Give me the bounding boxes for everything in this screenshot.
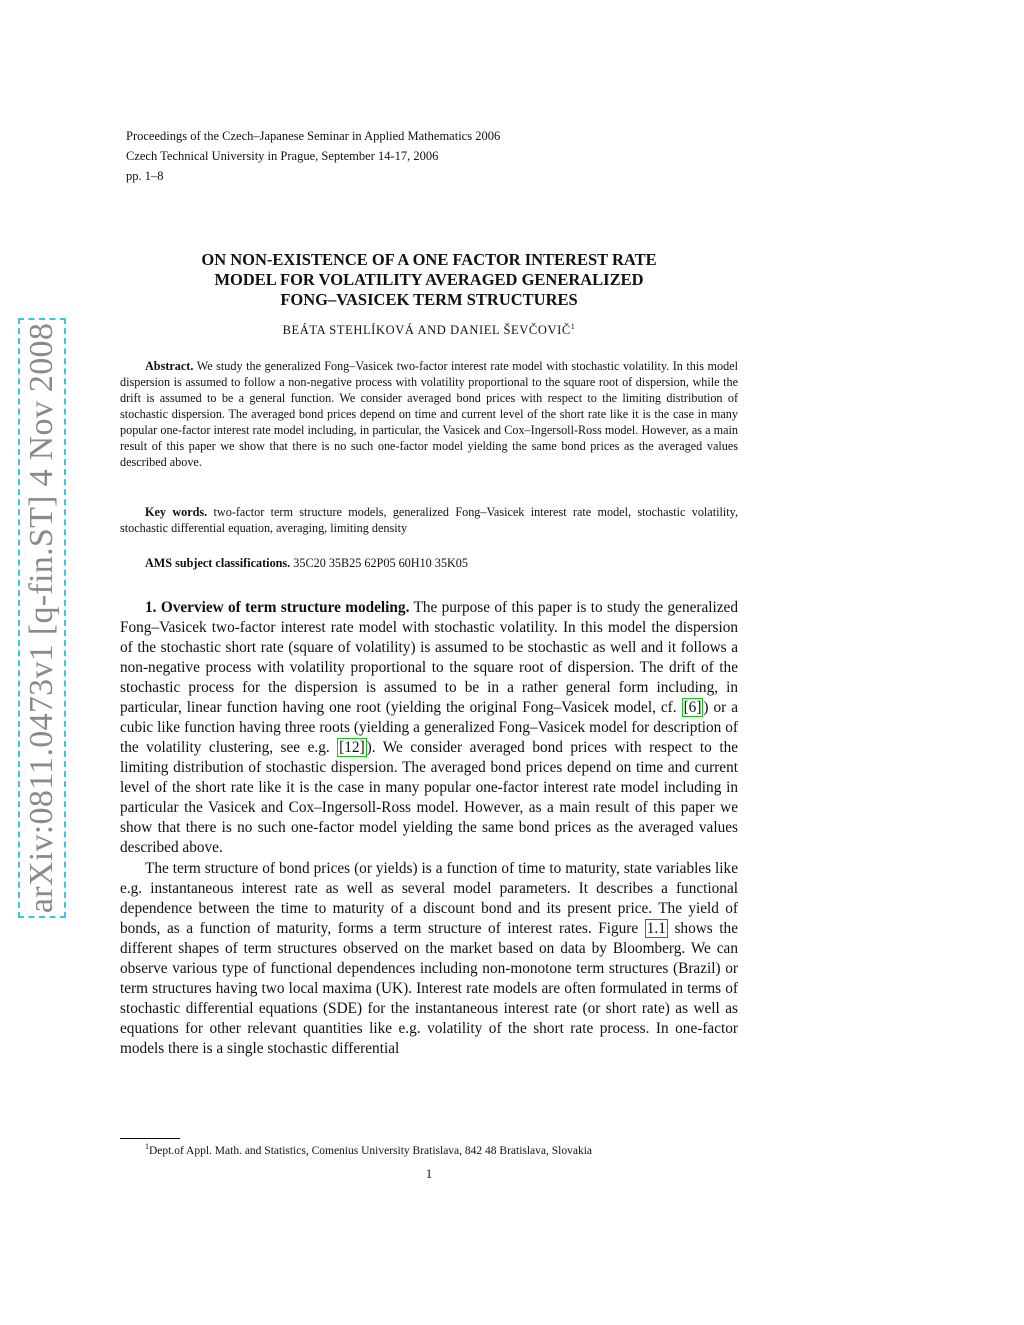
section-1 xyxy=(120,598,738,1059)
proceedings-header xyxy=(126,126,500,186)
footnote-text: Dept.of Appl. Math. and Statistics, Comenius University Bratislava, 842 48 Bratislava, Slovakia xyxy=(149,1144,593,1157)
paper-title xyxy=(120,250,738,310)
author-footnote-mark[interactable]: 1 xyxy=(570,322,576,331)
paragraph-1-text-b: ) or a cubic like function having three roots (yielding a generalized Fong–Vasicek model for description of the volatility clustering, see e.g. xyxy=(120,699,738,756)
figure-link-1-1[interactable]: 1.1 xyxy=(646,920,666,937)
abstract xyxy=(120,358,738,470)
header-line-2: Czech Technical University in Prague, September 14-17, 2006 xyxy=(126,149,439,163)
author-names: BEÁTA STEHLÍKOVÁ AND DANIEL ŠEVČOVIČ xyxy=(282,323,571,338)
abstract-text: We study the generalized Fong–Vasicek two-factor interest rate model with stochastic volatility. In this model dispersion is assumed to follow a non-negative process with volatility proportional to the square root of dispersion, while the drift is assumed to be a general function. We consider averaged bond prices with respect to the limiting distribution of stochastic dispersion. The averaged bond prices depend on time and current level of the short rate like it is the case in many popular one-factor interest rate model including, in particular, the Vasicek and Cox–Ingersoll-Ross model. However, as a main result of this paper we show that there is no such one-factor model yielding the same bond prices as the averaged values described above. xyxy=(120,359,739,469)
abstract-label: Abstract. xyxy=(145,359,194,373)
arxiv-stamp[interactable] xyxy=(18,318,66,918)
paragraph-2-text-a: The term structure of bond prices (or yields) is a function of time to maturity, state variables like e.g. instantaneous interest rate as well as several model parameters. It describes a functional dependence between the time to maturity of a discount bond and its present price. The yield of bonds, as a function of maturity, forms a term structure of interest rates. Figure xyxy=(120,860,738,937)
paragraph-2-text-b: shows the different shapes of term structures observed on the market based on data by Bloomberg. We can observe various type of functional dependences including non-monotone term structures (Brazil) or term structures having two local maxima (UK). Interest rate models are often formulated in terms of stochastic differential equations (SDE) for the instantaneous interest rate (or short rate) as well as equations for other relevant quantities like e.g. volatility of the short rate process. In one-factor models there is a single stochastic differential xyxy=(120,920,738,1057)
keywords xyxy=(120,504,738,536)
footnote-rule xyxy=(120,1138,180,1139)
citation-link-6[interactable]: [6] xyxy=(683,699,702,716)
authors xyxy=(120,322,738,338)
section-1-paragraph-2 xyxy=(120,859,738,1059)
title-line-3: FONG–VASICEK TERM STRUCTURES xyxy=(280,290,578,309)
footnote-mark: 1 xyxy=(145,1142,149,1151)
page-number: 1 xyxy=(425,1167,433,1181)
title-line-1: ON NON-EXISTENCE OF A ONE FACTOR INTEREST RATE xyxy=(201,250,657,269)
ams-classifications xyxy=(145,556,468,571)
footnote xyxy=(145,1142,592,1157)
keywords-text: two-factor term structure models, generalized Fong–Vasicek interest rate model, stochastic volatility, stochastic differential equation, averaging, limiting density xyxy=(120,505,738,535)
paragraph-1-text-a: The purpose of this paper is to study the generalized Fong–Vasicek two-factor interest rate model with stochastic volatility. In this model the dispersion of the stochastic short rate (square of volatility) is assumed to be stochastic as well and it follows a non-negative process with volatility proportional to the square root of dispersion. The drift of the stochastic process for the dispersion is assumed to be in a rather general form including, in particular, linear function having one root (yielding the original Fong–Vasicek model, cf. xyxy=(120,599,738,716)
citation-link-12[interactable]: [12] xyxy=(339,739,365,756)
ams-codes: 35C20 35B25 62P05 60H10 35K05 xyxy=(293,556,468,570)
keywords-label: Key words. xyxy=(145,505,208,519)
section-1-heading: 1. Overview of term structure modeling. xyxy=(145,599,410,616)
header-line-3: pp. 1–8 xyxy=(126,169,164,183)
title-line-2: MODEL FOR VOLATILITY AVERAGED GENERALIZED xyxy=(214,270,644,289)
paragraph-1-text-c: ). We consider averaged bond prices with respect to the limiting distribution of stochastic dispersion. The averaged bond prices depend on time and current level of the short rate like it is the case in many popular one-factor interest rate model including in particular the Vasicek and Cox–Ingersoll-Ross model. However, as a main result of this paper we show that there is no such one-factor model yielding the same bond prices as the averaged values described above. xyxy=(120,739,739,856)
section-1-paragraph-1 xyxy=(120,598,738,858)
header-line-1: Proceedings of the Czech–Japanese Seminar in Applied Mathematics 2006 xyxy=(126,129,501,143)
arxiv-stamp-text: arXiv:0811.0473v1 [q-fin.ST] 4 Nov 2008 xyxy=(23,322,60,914)
ams-label: AMS subject classifications. xyxy=(145,556,291,570)
